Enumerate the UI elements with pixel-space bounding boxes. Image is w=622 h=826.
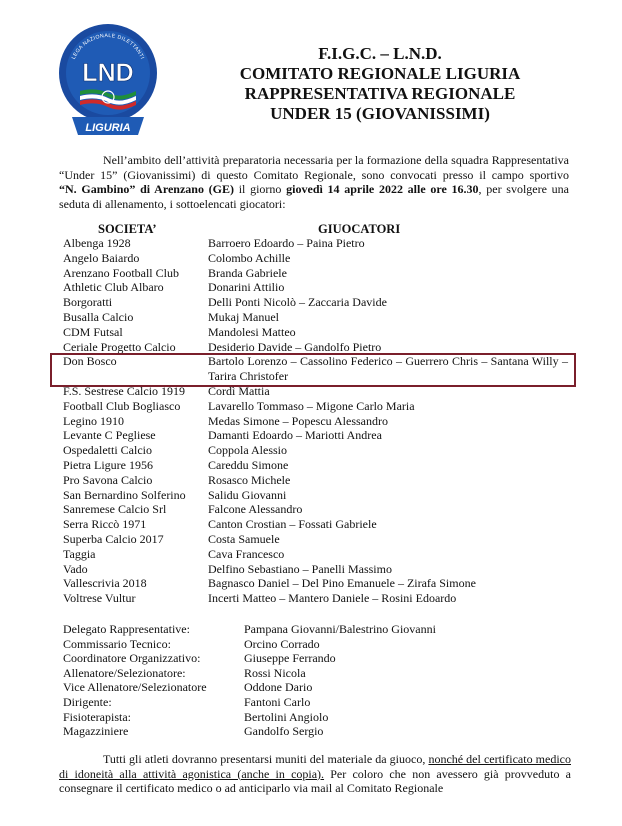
outro-underlined: nonché del certificato medico di idoneità alla attività agonistica (anche in copia). <box>59 752 571 781</box>
intro-text-2: il giorno <box>234 182 287 196</box>
giocatori-cell: Lavarello Tommaso – Migone Carlo Maria <box>208 398 415 413</box>
header-line-1: F.I.G.C. – L.N.D. <box>318 44 442 63</box>
giocatori-cell: Branda Gabriele <box>208 265 287 280</box>
societa-cell: Ospedaletti Calcio <box>63 443 152 458</box>
staff-row <box>63 680 573 695</box>
giocatori-cell: Delli Ponti Nicolò – Zaccaria Davide <box>208 295 387 310</box>
outro-text-2: Per coloro che non avessero già provveduto a consegnare il certificato medico o ad anticiparlo via mail al Comitato Regionale <box>59 766 571 795</box>
table-row <box>63 325 573 340</box>
societa-cell: Vado <box>63 561 88 576</box>
table-row <box>63 428 573 443</box>
giocatori-cell: Delfino Sebastiano – Panelli Massimo <box>208 561 392 576</box>
giocatori-cell: Medas Simone – Popescu Alessandro <box>208 413 388 428</box>
giocatori-cell: Canton Crostian – Fossati Gabriele <box>208 517 377 532</box>
table-row <box>63 310 573 325</box>
societa-cell: Athletic Club Albaro <box>63 280 164 295</box>
giocatori-cell: Mandolesi Matteo <box>208 324 296 339</box>
giocatori-cell: Falcone Alessandro <box>208 502 303 517</box>
lnd-liguria-logo <box>58 21 158 139</box>
staff-list <box>63 622 573 739</box>
staff-row <box>63 637 573 652</box>
societa-cell: CDM Futsal <box>63 324 123 339</box>
table-row <box>63 414 573 429</box>
societa-cell: San Bernardino Solferino <box>63 487 186 502</box>
table-row <box>63 458 573 473</box>
table-row <box>63 236 573 251</box>
staff-row <box>63 651 573 666</box>
table-row <box>63 547 573 562</box>
staff-role: Allenatore/Selezionatore: <box>63 665 186 680</box>
societa-cell: Busalla Calcio <box>63 309 134 324</box>
column-header-societa: SOCIETA’ <box>98 222 157 236</box>
societa-cell: Serra Riccò 1971 <box>63 517 147 532</box>
giocatori-cell: Coppola Alessio <box>208 443 288 458</box>
staff-row <box>63 622 573 637</box>
giocatori-cell: Colombo Achille <box>208 250 291 265</box>
table-row <box>63 502 573 517</box>
societa-cell: Pietra Ligure 1956 <box>63 457 153 472</box>
staff-role: Commissario Tecnico: <box>63 636 171 651</box>
table-row <box>63 488 573 503</box>
societa-cell: Vallescrivia 2018 <box>63 576 147 591</box>
table-row <box>63 591 573 606</box>
intro-paragraph <box>59 153 569 211</box>
table-row <box>63 251 573 266</box>
giocatori-cell: Rosasco Michele <box>208 472 291 487</box>
staff-person: Fantoni Carlo <box>244 694 311 709</box>
intro-text-1: Nell’ambito dell’attività preparatoria necessaria per la formazione della squadra Rappresentativa “Under 15” (Giovanissimi) di questo Comitato Regionale, sono convocati presso il campo sportivo <box>59 153 569 182</box>
outro-paragraph <box>59 752 571 796</box>
societa-cell: Levante C Pegliese <box>63 428 156 443</box>
giocatori-cell: Costa Samuele <box>208 531 280 546</box>
societa-cell: Don Bosco <box>63 354 117 369</box>
table-row <box>63 399 573 414</box>
staff-role: Coordinatore Organizzativo: <box>63 651 201 666</box>
staff-role: Magazziniere <box>63 724 129 739</box>
column-header-giocatori: GIUOCATORI <box>318 222 401 236</box>
staff-role: Fisioterapista: <box>63 709 131 724</box>
staff-person: Pampana Giovanni/Balestrino Giovanni <box>244 622 436 636</box>
header-line-3: RAPPRESENTATIVA REGIONALE <box>244 84 516 103</box>
staff-person: Orcino Corrado <box>244 636 320 651</box>
giocatori-cell: Salidu Giovanni <box>208 487 287 502</box>
table-row <box>63 443 573 458</box>
societa-cell: Legino 1910 <box>63 413 124 428</box>
societa-cell: Football Club Bogliasco <box>63 398 181 413</box>
header-line-4: UNDER 15 (GIOVANISSIMI) <box>270 104 490 123</box>
table-row <box>63 576 573 591</box>
intro-text-3: , per svolgere una seduta di allenamento, i sottoelencati giocatori: <box>59 182 569 211</box>
giocatori-cell: Bagnasco Daniel – Del Pino Emanuele – Zirafa Simone <box>208 576 476 591</box>
intro-date: giovedì 14 aprile 2022 alle ore 16.30 <box>286 182 479 196</box>
staff-row <box>63 695 573 710</box>
giocatori-cell: Damanti Edoardo – Mariotti Andrea <box>208 428 382 443</box>
staff-row <box>63 724 573 739</box>
staff-person: Gandolfo Sergio <box>244 724 324 739</box>
giocatori-cell: Bartolo Lorenzo – Cassolino Federico – Guerrero Chris – Santana Willy – Tarira Christofer <box>208 354 568 384</box>
table-row <box>63 532 573 547</box>
staff-person: Giuseppe Ferrando <box>244 651 336 666</box>
convocation-list <box>63 236 573 606</box>
societa-cell: Arenzano Football Club <box>63 265 179 280</box>
giocatori-cell: Cava Francesco <box>208 546 285 561</box>
societa-cell: Voltrese Vultur <box>63 591 136 606</box>
table-row <box>63 266 573 281</box>
document-header <box>190 44 570 124</box>
giocatori-cell: Barroero Edoardo – Paina Pietro <box>208 236 365 250</box>
header-line-2: COMITATO REGIONALE LIGURIA <box>239 64 521 83</box>
logo-band-text: LIGURIA <box>85 122 131 134</box>
logo-mark-text: LND <box>82 59 134 87</box>
table-row <box>63 517 573 532</box>
staff-person: Rossi Nicola <box>244 665 306 680</box>
societa-cell: F.S. Sestrese Calcio 1919 <box>63 383 186 398</box>
giocatori-cell: Careddu Simone <box>208 457 289 472</box>
societa-cell: Albenga 1928 <box>63 236 131 250</box>
giocatori-cell: Incerti Matteo – Mantero Daniele – Rosini Edoardo <box>208 591 457 606</box>
staff-row <box>63 666 573 681</box>
logo-arc-text: LEGA NAZIONALE DILETTANTI <box>70 32 146 61</box>
societa-cell: Ceriale Progetto Calcio <box>63 339 176 354</box>
giocatori-cell: Mukaj Manuel <box>208 309 279 324</box>
societa-cell: Taggia <box>63 546 96 561</box>
table-row <box>63 280 573 295</box>
giocatori-cell: Cordì Mattia <box>208 383 270 398</box>
staff-role: Vice Allenatore/Selezionatore <box>63 680 207 695</box>
staff-person: Bertolini Angiolo <box>244 709 329 724</box>
giocatori-cell: Desiderio Davide – Gandolfo Pietro <box>208 339 382 354</box>
table-row <box>63 295 573 310</box>
societa-cell: Sanremese Calcio Srl <box>63 502 167 517</box>
societa-cell: Angelo Baiardo <box>63 250 140 265</box>
staff-role: Dirigente: <box>63 694 112 709</box>
staff-person: Oddone Dario <box>244 680 313 695</box>
outro-text-1: Tutti gli atleti dovranno presentarsi muniti del materiale da giuoco, <box>103 752 429 766</box>
table-row <box>63 473 573 488</box>
staff-row <box>63 710 573 725</box>
societa-cell: Superba Calcio 2017 <box>63 531 164 546</box>
intro-venue: “N. Gambino” di Arenzano (GE) <box>59 182 234 196</box>
giocatori-cell: Donarini Attilio <box>208 280 285 295</box>
societa-cell: Pro Savona Calcio <box>63 472 153 487</box>
staff-role: Delegato Rappresentative: <box>63 622 190 636</box>
table-row <box>63 562 573 577</box>
societa-cell: Borgoratti <box>63 295 113 310</box>
highlight-box <box>50 353 576 387</box>
